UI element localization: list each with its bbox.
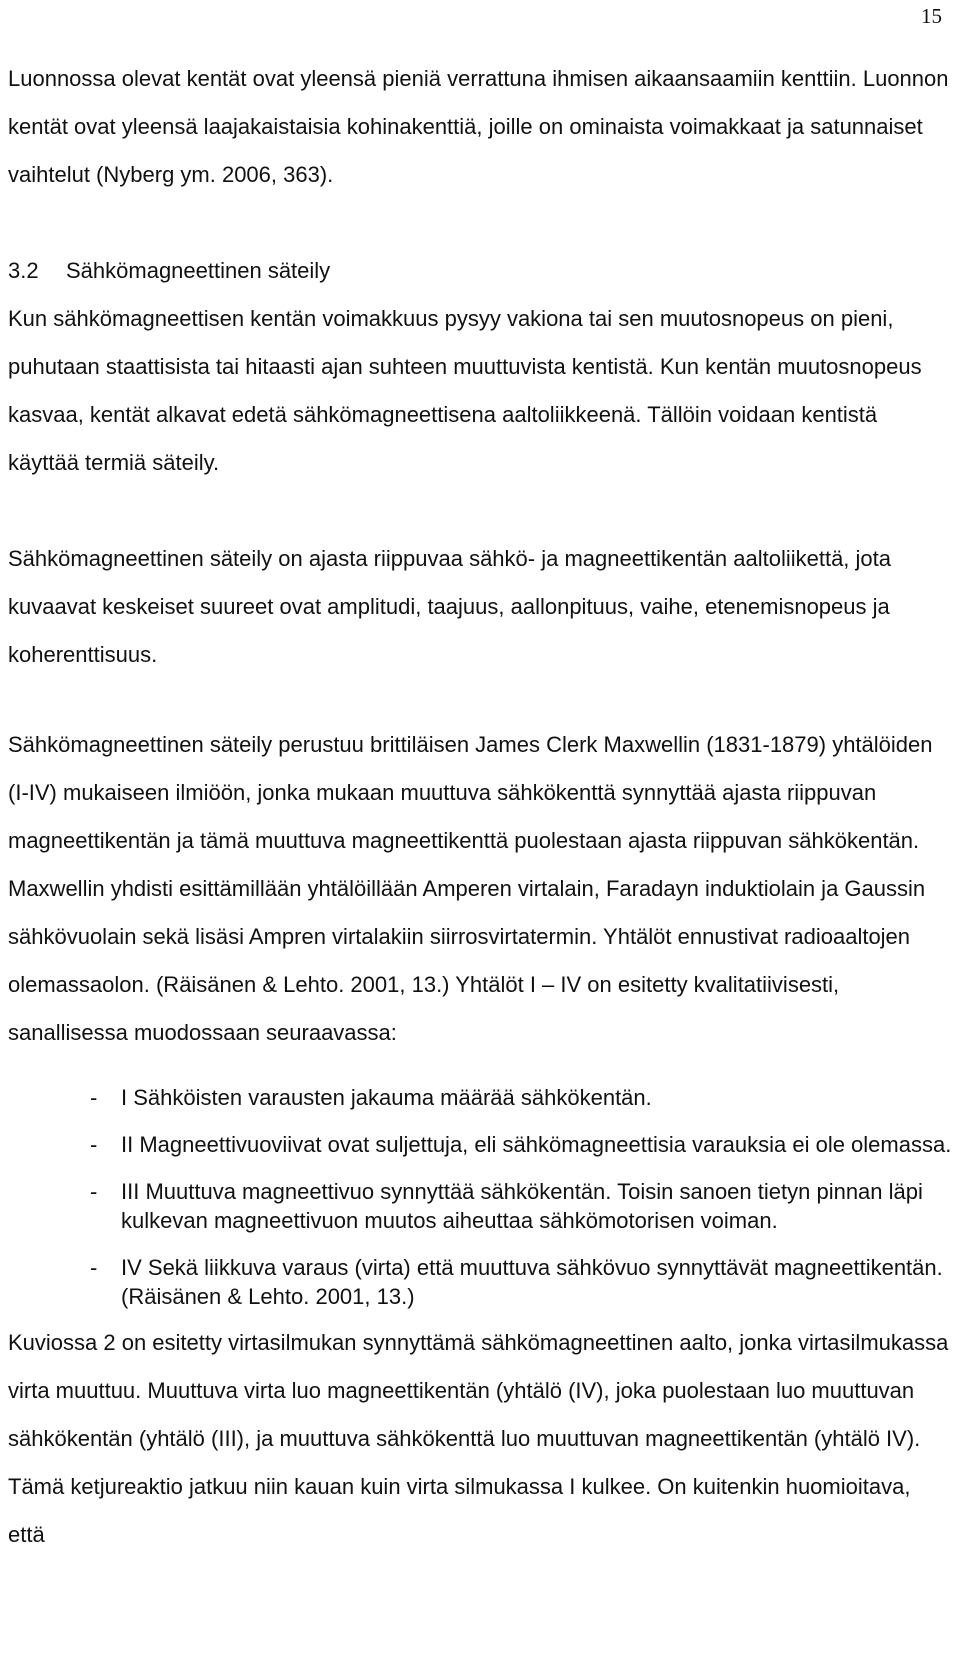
section-heading (8, 247, 952, 295)
list-item (8, 1253, 952, 1311)
list-item (8, 1083, 952, 1112)
paragraph-maxwell: Sähkömagneettinen säteily perustuu brittiläisen James Clerk Maxwellin (1831-1879) yhtälöiden (I-IV) mukaiseen ilmiöön, jonka mukaan muuttuva sähkökenttä synnyttää ajasta riippuvan magneettikentän ja tämä muuttuva magneettikenttä puolestaan ajasta riippuvan sähkökentän. Maxwellin yhdisti esittämillään yhtälöillään Amperen virtalain, Faradayn induktiolain ja Gaussin sähkövuolain sekä lisäsi Ampren virtalakiin siirrosvirtatermin. Yhtälöt ennustivat radioaaltojen olemassaolon. (Räisänen & Lehto. 2001, 13.) Yhtälöt I – IV on esitetty kvalitatiivisesti, sanallisessa muodossaan seuraavassa: (8, 732, 933, 1045)
list-dash: - (90, 1132, 98, 1157)
paragraph-figure-2: Kuviossa 2 on esitetty virtasilmukan synnyttämä sähkömagneettinen aalto, jonka virtasilmukassa virta muuttuu. Muuttuva virta luo magneettikentän (yhtälö (IV), joka puolestaan luo muuttuvan sähkökentän (yhtälö (III), ja muuttuva sähkökenttä luo muuttuvan magneettikentän (yhtälö IV). Tämä ketjureaktio jatkuu niin kauan kuin virta silmukassa I kulkee. On kuitenkin huomioitava, että (8, 1330, 949, 1547)
paragraph-static-fields: Kun sähkömagneettisen kentän voimakkuus pysyy vakiona tai sen muutosnopeus on pieni, puhutaan staattisista tai hitaasti ajan suhteen muuttuvista kentistä. Kun kentän muutosnopeus kasvaa, kentät alkavat edetä sähkömagneettisena aaltoliikkeenä. Tällöin voidaan kentistä käyttää termiä säteily. (8, 306, 922, 475)
spacer (8, 1057, 952, 1083)
section-number: 3.2 (8, 258, 39, 283)
spacer (8, 487, 952, 535)
spacer (8, 199, 952, 247)
list-dash: - (90, 1085, 98, 1110)
page-content (8, 55, 952, 1559)
list-item-text: III Muuttuva magneettivuo synnyttää sähkökentän. Toisin sanoen tietyn pinnan läpi kulkevan magneettivuon muutos aiheuttaa sähkömotorisen voiman. (121, 1179, 923, 1233)
list-dash: - (90, 1255, 98, 1280)
list-item-text: IV Sekä liikkuva varaus (virta) että muuttuva sähkövuo synnyttävät magneettikentän. (Räisänen & Lehto. 2001, 13.) (121, 1255, 943, 1309)
list-item-text: II Magneettivuoviivat ovat suljettuja, eli sähkömagneettisia varauksia ei ole olemassa. (121, 1132, 952, 1157)
list-item-text: I Sähköisten varausten jakauma määrää sähkökentän. (121, 1085, 652, 1110)
maxwell-equations-list (8, 1083, 952, 1311)
section-title: Sähkömagneettinen säteily (66, 258, 331, 283)
intro-paragraph: Luonnossa olevat kentät ovat yleensä pieniä verrattuna ihmisen aikaansaamiin kenttiin. Luonnon kentät ovat yleensä laajakaistaisia kohinakenttiä, joille on ominaista voimakkaat ja satunnaiset vaihtelut (Nyberg ym. 2006, 363). (8, 66, 949, 187)
list-item (8, 1177, 952, 1235)
list-dash: - (90, 1179, 98, 1204)
paragraph-wave-motion: Sähkömagneettinen säteily on ajasta riippuvaa sähkö- ja magneettikentän aaltoliikettä, jota kuvaavat keskeiset suureet ovat amplitudi, taajuus, aallonpituus, vaihe, etenemisnopeus ja koherenttisuus. (8, 546, 891, 667)
spacer (8, 679, 952, 721)
list-item (8, 1130, 952, 1159)
page-number: 15 (921, 4, 942, 28)
